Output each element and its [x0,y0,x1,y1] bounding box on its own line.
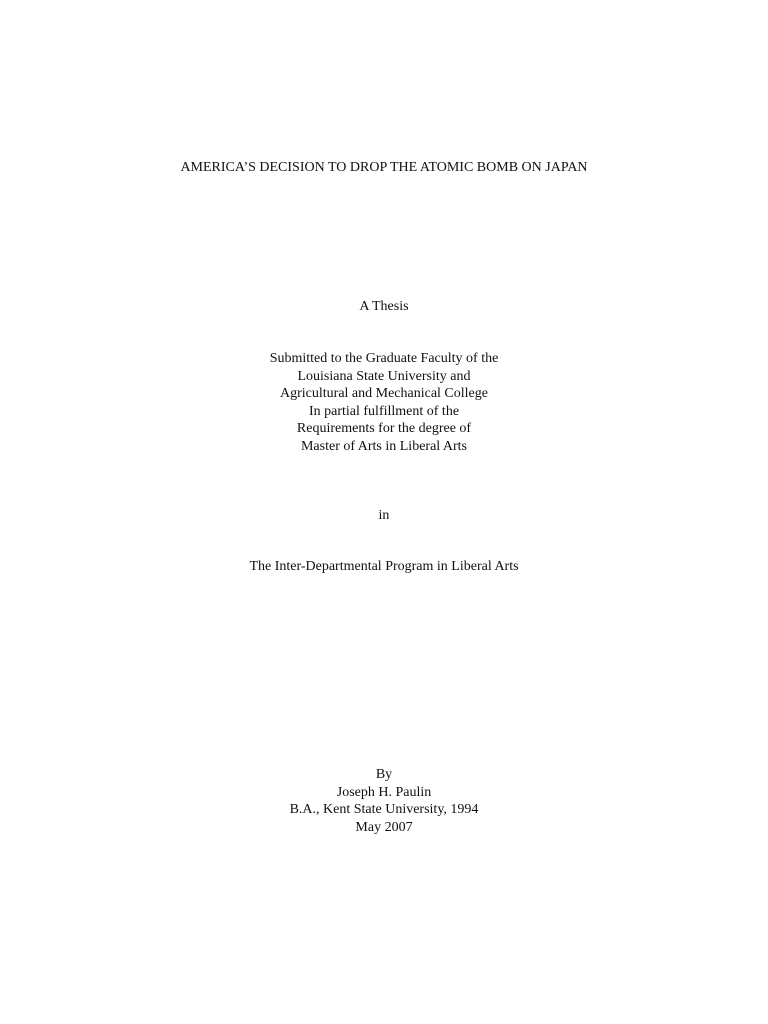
author-line: B.A., Kent State University, 1994 [289,802,479,817]
in-label: in [378,508,390,523]
program-name: The Inter-Departmental Program in Liberal Arts [249,559,519,574]
submission-line: Requirements for the degree of [296,421,472,436]
submission-line: Master of Arts in Liberal Arts [300,438,468,454]
submission-line: Louisiana State University and [297,368,471,384]
submission-line: In partial fulfillment of the [308,403,460,419]
author-line: May 2007 [355,819,413,835]
author-line: Joseph H. Paulin [336,784,432,800]
submission-line: Submitted to the Graduate Faculty of the [269,351,499,366]
author-block [0,766,768,836]
thesis-label: A Thesis [359,299,409,314]
submission-line: Agricultural and Mechanical College [280,386,488,401]
thesis-title: AMERICA’S DECISION TO DROP THE ATOMIC BOMB ON JAPAN [180,160,588,175]
submission-statement [0,350,768,455]
author-line: By [375,767,393,782]
